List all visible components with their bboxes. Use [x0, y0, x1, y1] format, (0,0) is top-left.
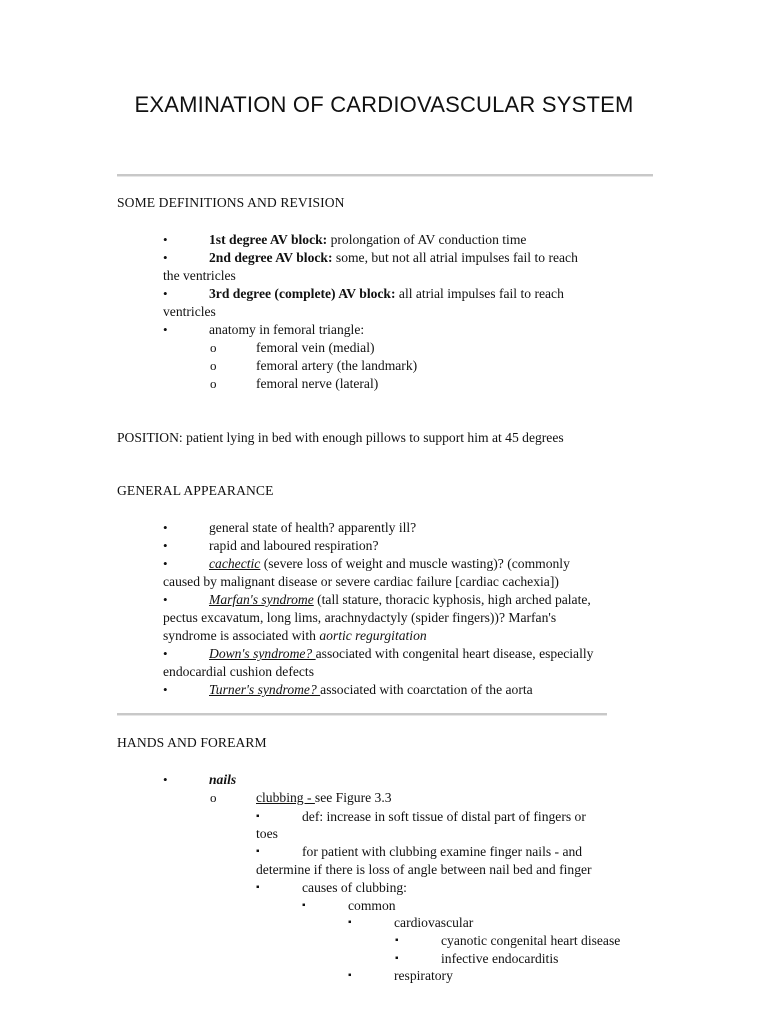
bullet-square: ▪ — [395, 953, 399, 964]
femoral-nerve: femoral nerve (lateral) — [256, 376, 379, 391]
def-av1-term: 1st degree AV block: — [209, 232, 328, 247]
section-heading-hands: HANDS AND FOREARM — [117, 735, 267, 750]
clubbing-causes: causes of clubbing: — [302, 880, 407, 895]
femoral-vein: femoral vein (medial) — [256, 340, 375, 355]
general-marfan-cont1: pectus excavatum, long lims, arachnydactyly (spider fingers))? Marfan's — [163, 610, 557, 625]
marfan-assoc: syndrome is associated with — [163, 628, 320, 643]
bullet-square: ▪ — [302, 900, 306, 911]
causes-cardiovascular: cardiovascular — [394, 915, 474, 930]
clubbing-def-cont: toes — [256, 826, 278, 841]
turner-text: associated with coarctation of the aorta — [320, 682, 533, 697]
page-title: EXAMINATION OF CARDIOVASCULAR SYSTEM — [134, 92, 634, 117]
bullet-circle: o — [210, 790, 217, 805]
general-marfan — [209, 591, 591, 609]
bullet-square: ▪ — [256, 882, 260, 893]
def-av3-term: 3rd degree (complete) AV block: — [209, 286, 396, 301]
bullet-dot: • — [163, 592, 168, 607]
bullet-dot: • — [163, 322, 168, 337]
causes-respiratory: respiratory — [394, 968, 453, 983]
hands-clubbing — [256, 789, 392, 807]
cause-cyanotic: cyanotic congenital heart disease — [441, 933, 621, 948]
down-text: associated with congenital heart disease, especially — [315, 646, 594, 661]
clubbing-def: def: increase in soft tissue of distal part of fingers or — [302, 809, 586, 824]
nails-label: nails — [209, 772, 237, 787]
bullet-dot: • — [163, 772, 168, 787]
def-av3-cont: ventricles — [163, 304, 216, 319]
general-health: general state of health? apparently ill? — [209, 520, 417, 535]
femoral-artery: femoral artery (the landmark) — [256, 358, 418, 373]
clubbing-exam-cont: determine if there is loss of angle between nail bed and finger — [256, 862, 592, 877]
section-heading-definitions: SOME DEFINITIONS AND REVISION — [117, 195, 345, 210]
bullet-dot: • — [163, 232, 168, 247]
def-av3 — [209, 285, 564, 303]
general-marfan-cont2 — [163, 627, 427, 645]
marfan-text: (tall stature, thoracic kyphosis, high arched palate, — [313, 592, 591, 607]
bullet-circle: o — [210, 358, 217, 373]
position-line — [117, 429, 564, 447]
bullet-dot: • — [163, 682, 168, 697]
bullet-square: ▪ — [395, 935, 399, 946]
general-cachectic-cont: caused by malignant disease or severe cardiac failure [cardiac cachexia]) — [163, 574, 559, 589]
bullet-dot: • — [163, 538, 168, 553]
position-label: POSITION: — [117, 430, 183, 445]
marfan-aortic: aortic regurgitation — [319, 628, 427, 643]
general-down — [209, 645, 593, 663]
def-av2-term: 2nd degree AV block: — [209, 250, 333, 265]
bullet-square: ▪ — [348, 970, 352, 981]
marfan-link[interactable]: Marfan's syndrome — [209, 592, 314, 607]
clubbing-exam: for patient with clubbing examine finger nails - and — [302, 844, 583, 859]
general-cachectic — [209, 555, 570, 573]
divider-middle — [117, 713, 607, 716]
divider-top — [117, 174, 653, 177]
def-av3-text: all atrial impulses fail to reach — [395, 286, 564, 301]
general-turner — [209, 681, 533, 699]
clubbing-link[interactable]: clubbing - — [256, 790, 315, 805]
cachectic-text: (severe loss of weight and muscle wasting)? (commonly — [260, 556, 570, 571]
bullet-dot: • — [163, 520, 168, 535]
down-link[interactable]: Down's syndrome? — [209, 646, 316, 661]
bullet-square: ▪ — [348, 917, 352, 928]
bullet-dot: • — [163, 646, 168, 661]
position-text: patient lying in bed with enough pillows to support him at 45 degrees — [182, 430, 564, 445]
bullet-square: ▪ — [256, 846, 260, 857]
general-down-cont: endocardial cushion defects — [163, 664, 314, 679]
causes-common: common — [348, 898, 396, 913]
section-heading-general: GENERAL APPEARANCE — [117, 483, 274, 498]
def-av1-text: prolongation of AV conduction time — [327, 232, 527, 247]
bullet-dot: • — [163, 250, 168, 265]
def-femoral: anatomy in femoral triangle: — [209, 322, 365, 337]
def-av1 — [209, 231, 526, 249]
general-respiration: rapid and laboured respiration? — [209, 538, 379, 553]
hands-nails — [209, 771, 236, 789]
bullet-dot: • — [163, 286, 168, 301]
cause-endocarditis: infective endocarditis — [441, 951, 559, 966]
cachectic-link[interactable]: cachectic — [209, 556, 261, 571]
turner-link[interactable]: Turner's syndrome? — [209, 682, 321, 697]
def-av2 — [209, 249, 578, 267]
bullet-square: ▪ — [256, 811, 260, 822]
clubbing-text: see Figure 3.3 — [314, 790, 392, 805]
def-av2-text: some, but not all atrial impulses fail to reach — [332, 250, 578, 265]
def-av2-cont: the ventricles — [163, 268, 236, 283]
bullet-circle: o — [210, 376, 217, 391]
bullet-circle: o — [210, 340, 217, 355]
bullet-dot: • — [163, 556, 168, 571]
